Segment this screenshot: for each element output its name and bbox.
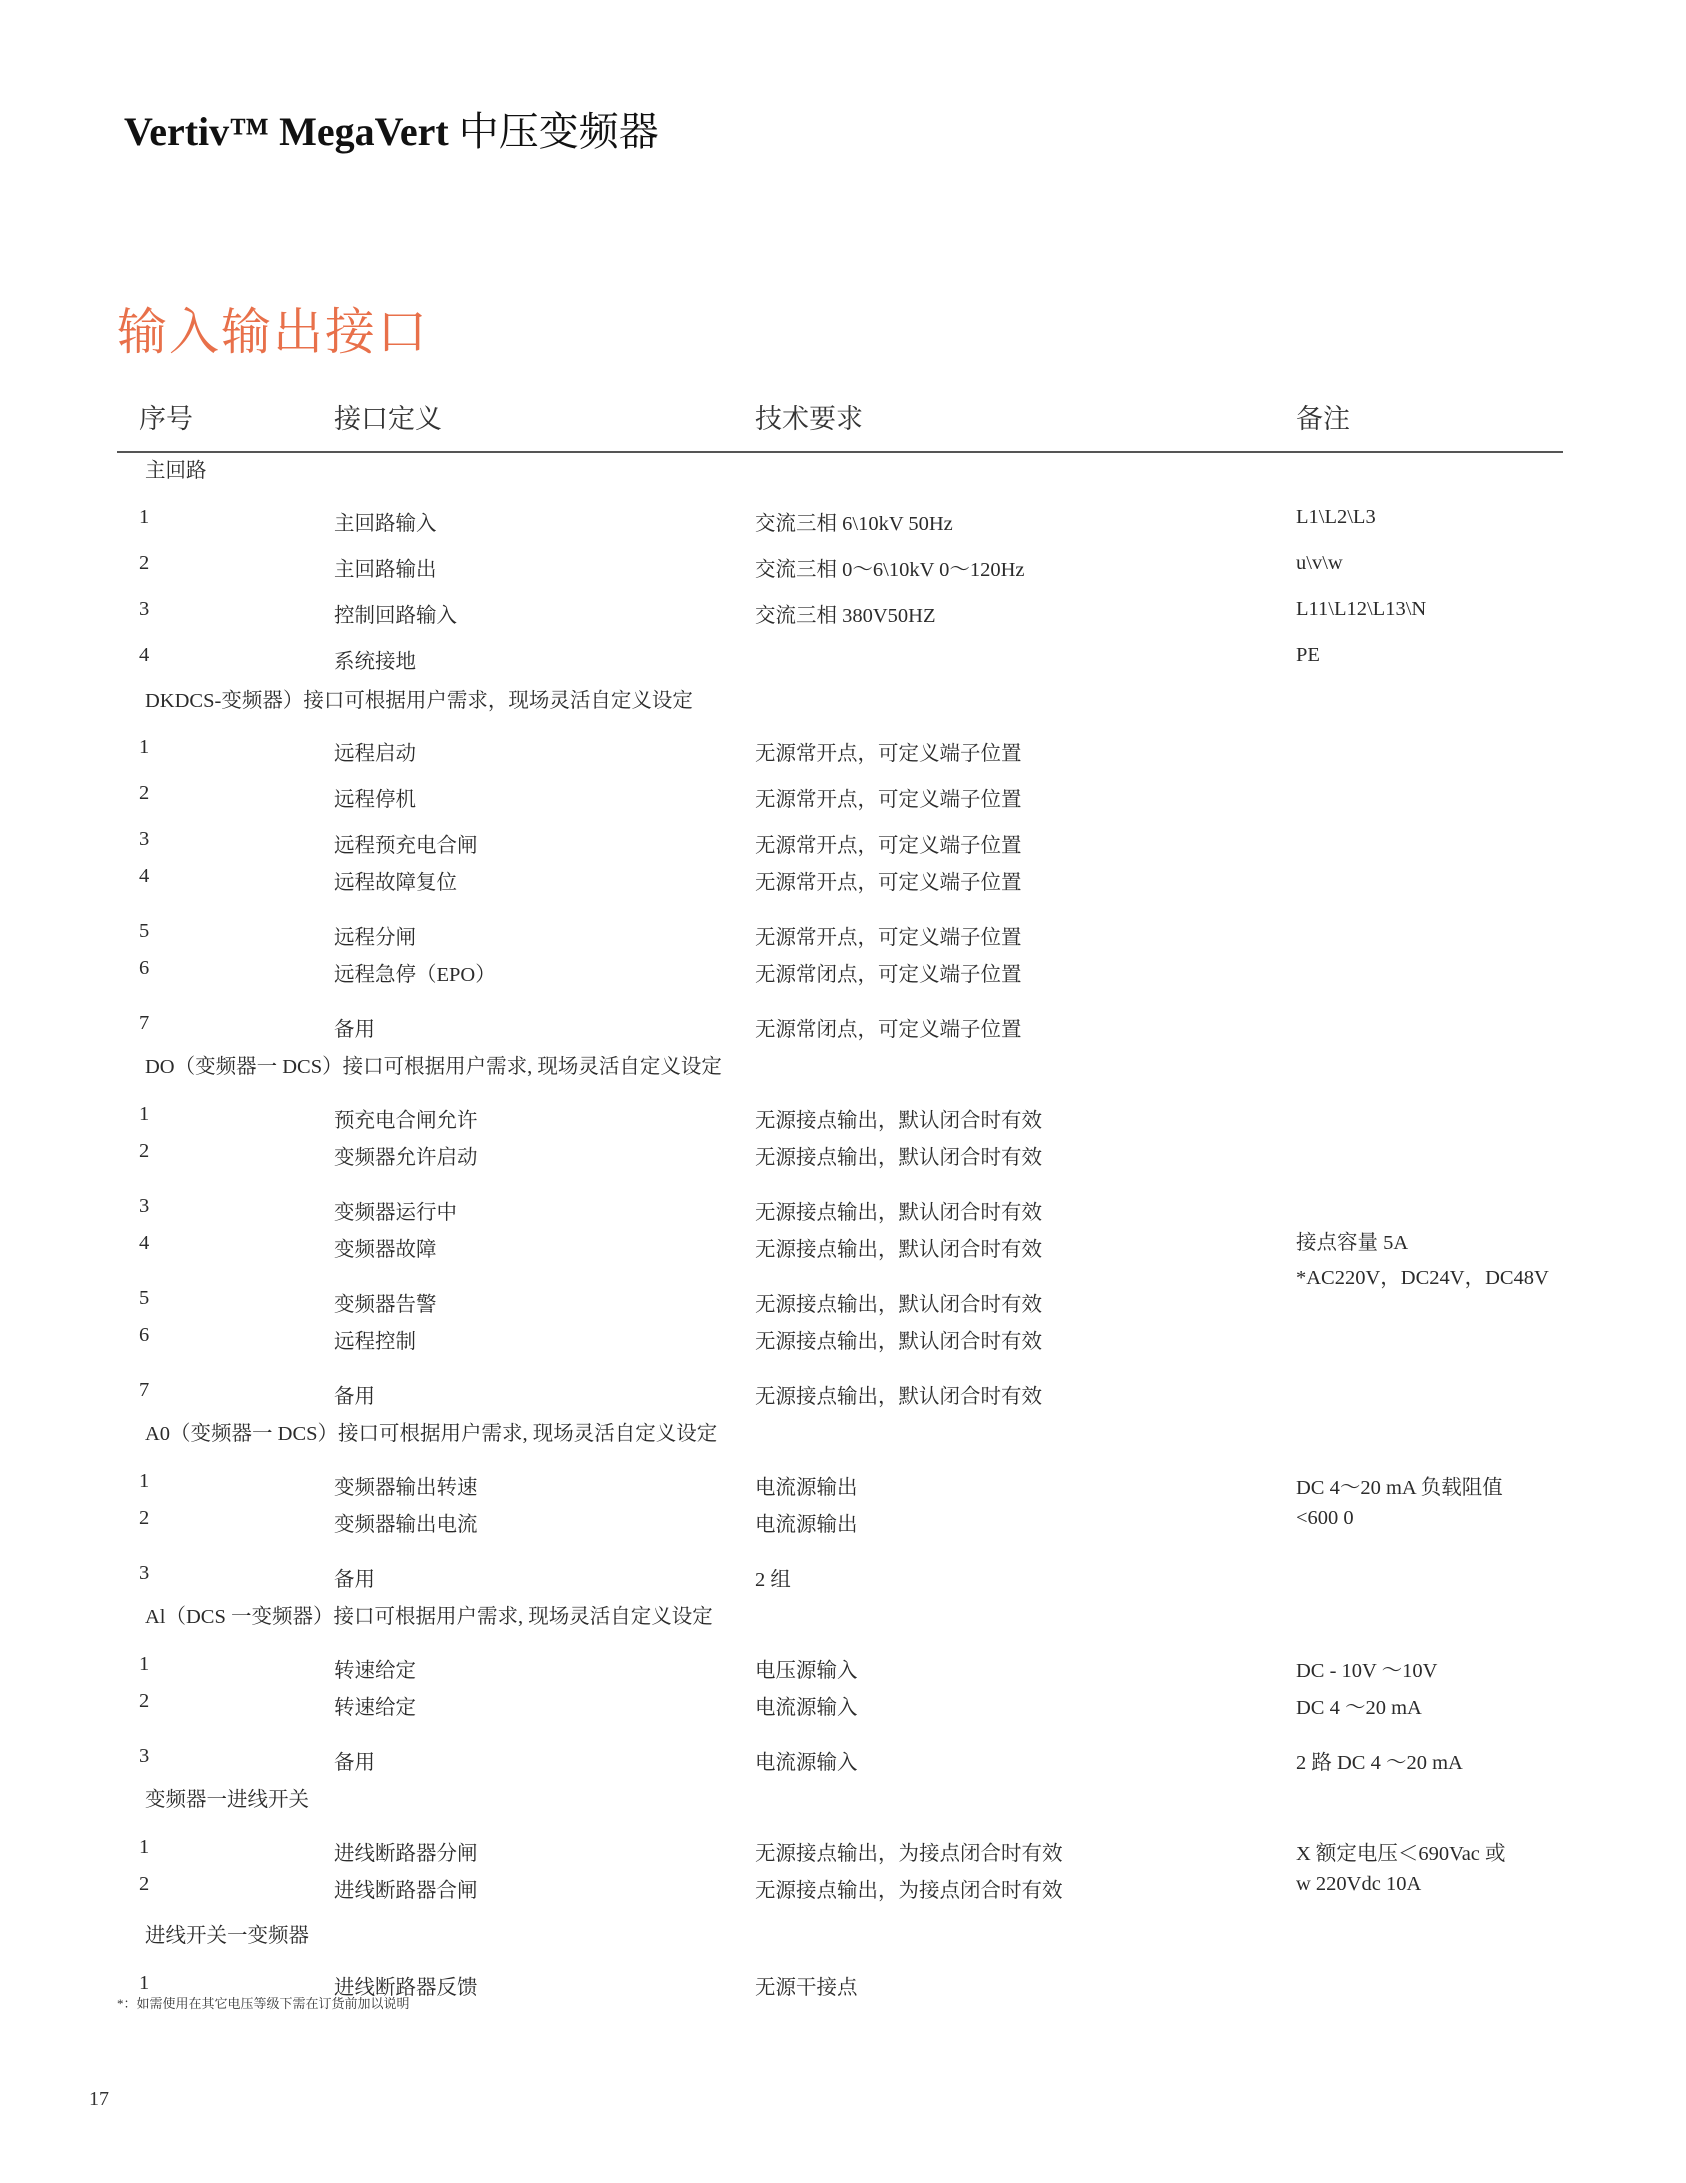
row-note: DC 4～20 mA 负载阻值: [1296, 1477, 1503, 1499]
row-requirement: 无源常闭点，可定义端子位置: [755, 1019, 1022, 1041]
row-requirement: 无源常开点，可定义端子位置: [755, 789, 1022, 811]
title-cn: 中压变频器: [458, 109, 659, 154]
row-note: PE: [1296, 644, 1320, 666]
row-definition: 远程启动: [334, 743, 416, 765]
row-no: 4: [139, 644, 150, 666]
col-header-definition: 接口定义: [334, 404, 442, 434]
row-no: 3: [139, 1745, 150, 1767]
row-no: 4: [139, 865, 150, 887]
row-definition: 备用: [334, 1569, 375, 1591]
row-no: 3: [139, 1195, 150, 1217]
group-title: Al（DCS 一变频器）接口可根据用户需求, 现场灵活自定义设定: [145, 1606, 713, 1628]
row-no: 5: [139, 920, 150, 942]
row-definition: 备用: [334, 1386, 375, 1408]
group-title: 进线开关一变频器: [145, 1925, 309, 1947]
row-no: 7: [139, 1379, 150, 1401]
row-definition: 远程分闸: [334, 927, 416, 949]
section-title: 输入输出接口: [117, 304, 429, 360]
row-definition: 备用: [334, 1752, 375, 1774]
title-brand: Vertiv™ MegaVert: [124, 109, 449, 154]
row-note: 接点容量 5A *AC220V，DC24V，DC48V: [1296, 1232, 1549, 1289]
row-note: L1\L2\L3: [1296, 506, 1376, 528]
row-requirement: 无源常闭点，可定义端子位置: [755, 964, 1022, 986]
row-note: 2 路 DC 4 ～20 mA: [1296, 1752, 1463, 1774]
row-requirement: 无源接点输出，为接点闭合时有效: [755, 1843, 1063, 1865]
row-definition: 备用: [334, 1019, 375, 1041]
document-title: [124, 100, 659, 157]
row-note: DC 4 ～20 mA: [1296, 1697, 1422, 1719]
col-header-note: 备注: [1296, 404, 1350, 434]
row-definition: 进线断路器反馈: [334, 1977, 478, 1999]
row-definition: 远程停机: [334, 789, 416, 811]
row-definition: 进线断路器合闸: [334, 1880, 478, 1902]
footnote: *：如需使用在其它电压等级下需在订货前加以说明: [117, 1996, 410, 2011]
row-requirement: 电流源输出: [755, 1477, 858, 1499]
row-no: 2: [139, 1690, 150, 1712]
row-requirement: 交流三相 380V50HZ: [755, 605, 936, 627]
row-requirement: 无源接点输出，默认闭合时有效: [755, 1202, 1042, 1224]
row-requirement: 无源接点输出，默认闭合时有效: [755, 1239, 1042, 1261]
row-no: 6: [139, 957, 150, 979]
row-no: 7: [139, 1012, 150, 1034]
row-definition: 变频器输出电流: [334, 1514, 478, 1536]
row-definition: 进线断路器分闸: [334, 1843, 478, 1865]
row-requirement: 无源干接点: [755, 1977, 858, 1999]
row-definition: 变频器告警: [334, 1294, 437, 1316]
row-no: 2: [139, 782, 150, 804]
row-definition: 主回路输入: [334, 513, 437, 535]
row-no: 2: [139, 1140, 150, 1162]
row-no: 1: [139, 1972, 150, 1994]
row-requirement: 无源常开点，可定义端子位置: [755, 835, 1022, 857]
col-header-requirement: 技术要求: [755, 404, 863, 434]
row-no: 5: [139, 1287, 150, 1309]
group-title: 主回路: [145, 460, 207, 482]
row-no: 3: [139, 1562, 150, 1584]
col-header-no: 序号: [139, 404, 193, 434]
row-requirement: 无源接点输出，为接点闭合时有效: [755, 1880, 1063, 1902]
row-definition: 转速给定: [334, 1697, 416, 1719]
row-requirement: 电流源输入: [755, 1697, 858, 1719]
row-no: 6: [139, 1324, 150, 1346]
row-no: 1: [139, 1653, 150, 1675]
row-note: DC - 10V ～10V: [1296, 1660, 1438, 1682]
row-no: 1: [139, 1470, 150, 1492]
row-definition: 远程控制: [334, 1331, 416, 1353]
row-note: <600 0: [1296, 1507, 1354, 1529]
row-requirement: 交流三相 6\10kV 50Hz: [755, 513, 953, 535]
group-title: 变频器一进线开关: [145, 1789, 309, 1811]
row-requirement: 电流源输入: [755, 1752, 858, 1774]
row-no: 2: [139, 552, 150, 574]
row-requirement: 无源接点输出，默认闭合时有效: [755, 1331, 1042, 1353]
row-requirement: 无源常开点，可定义端子位置: [755, 872, 1022, 894]
row-no: 4: [139, 1232, 150, 1254]
row-requirement: 电压源输入: [755, 1660, 858, 1682]
row-definition: 变频器运行中: [334, 1202, 457, 1224]
row-no: 1: [139, 506, 150, 528]
row-note: X 额定电压＜690Vac 或: [1296, 1843, 1506, 1865]
row-note: u\v\w: [1296, 552, 1343, 574]
row-note: L11\L12\L13\N: [1296, 598, 1427, 620]
row-definition: 主回路输出: [334, 559, 437, 581]
row-definition: 远程急停（EPO）: [334, 964, 496, 986]
header-divider: [117, 451, 1563, 453]
row-definition: 转速给定: [334, 1660, 416, 1682]
row-definition: 远程预充电合闸: [334, 835, 478, 857]
row-no: 2: [139, 1873, 150, 1895]
row-no: 1: [139, 736, 150, 758]
row-no: 3: [139, 598, 150, 620]
row-no: 1: [139, 1103, 150, 1125]
row-definition: 预充电合闸允许: [334, 1110, 478, 1132]
row-requirement: 无源常开点，可定义端子位置: [755, 743, 1022, 765]
row-definition: 控制回路输入: [334, 605, 457, 627]
row-definition: 变频器输出转速: [334, 1477, 478, 1499]
row-note: w 220Vdc 10A: [1296, 1873, 1422, 1895]
row-no: 2: [139, 1507, 150, 1529]
row-requirement: 2 组: [755, 1569, 791, 1591]
row-definition: 变频器允许启动: [334, 1147, 478, 1169]
row-definition: 系统接地: [334, 651, 416, 673]
row-requirement: 无源接点输出，默认闭合时有效: [755, 1147, 1042, 1169]
page-number: 17: [89, 2088, 109, 2110]
group-title: A0（变频器一 DCS）接口可根据用户需求, 现场灵活自定义设定: [145, 1423, 718, 1445]
group-title: DKDCS-变频器）接口可根据用户需求，现场灵活自定义设定: [145, 690, 693, 712]
row-definition: 远程故障复位: [334, 872, 457, 894]
row-definition: 变频器故障: [334, 1239, 437, 1261]
row-requirement: 电流源输出: [755, 1514, 858, 1536]
row-requirement: 无源常开点，可定义端子位置: [755, 927, 1022, 949]
row-requirement: 无源接点输出，默认闭合时有效: [755, 1110, 1042, 1132]
row-requirement: 交流三相 0～6\10kV 0～120Hz: [755, 559, 1025, 581]
row-no: 1: [139, 1836, 150, 1858]
row-no: 3: [139, 828, 150, 850]
group-title: DO（变频器一 DCS）接口可根据用户需求, 现场灵活自定义设定: [145, 1056, 722, 1078]
row-requirement: 无源接点输出，默认闭合时有效: [755, 1294, 1042, 1316]
row-requirement: 无源接点输出，默认闭合时有效: [755, 1386, 1042, 1408]
